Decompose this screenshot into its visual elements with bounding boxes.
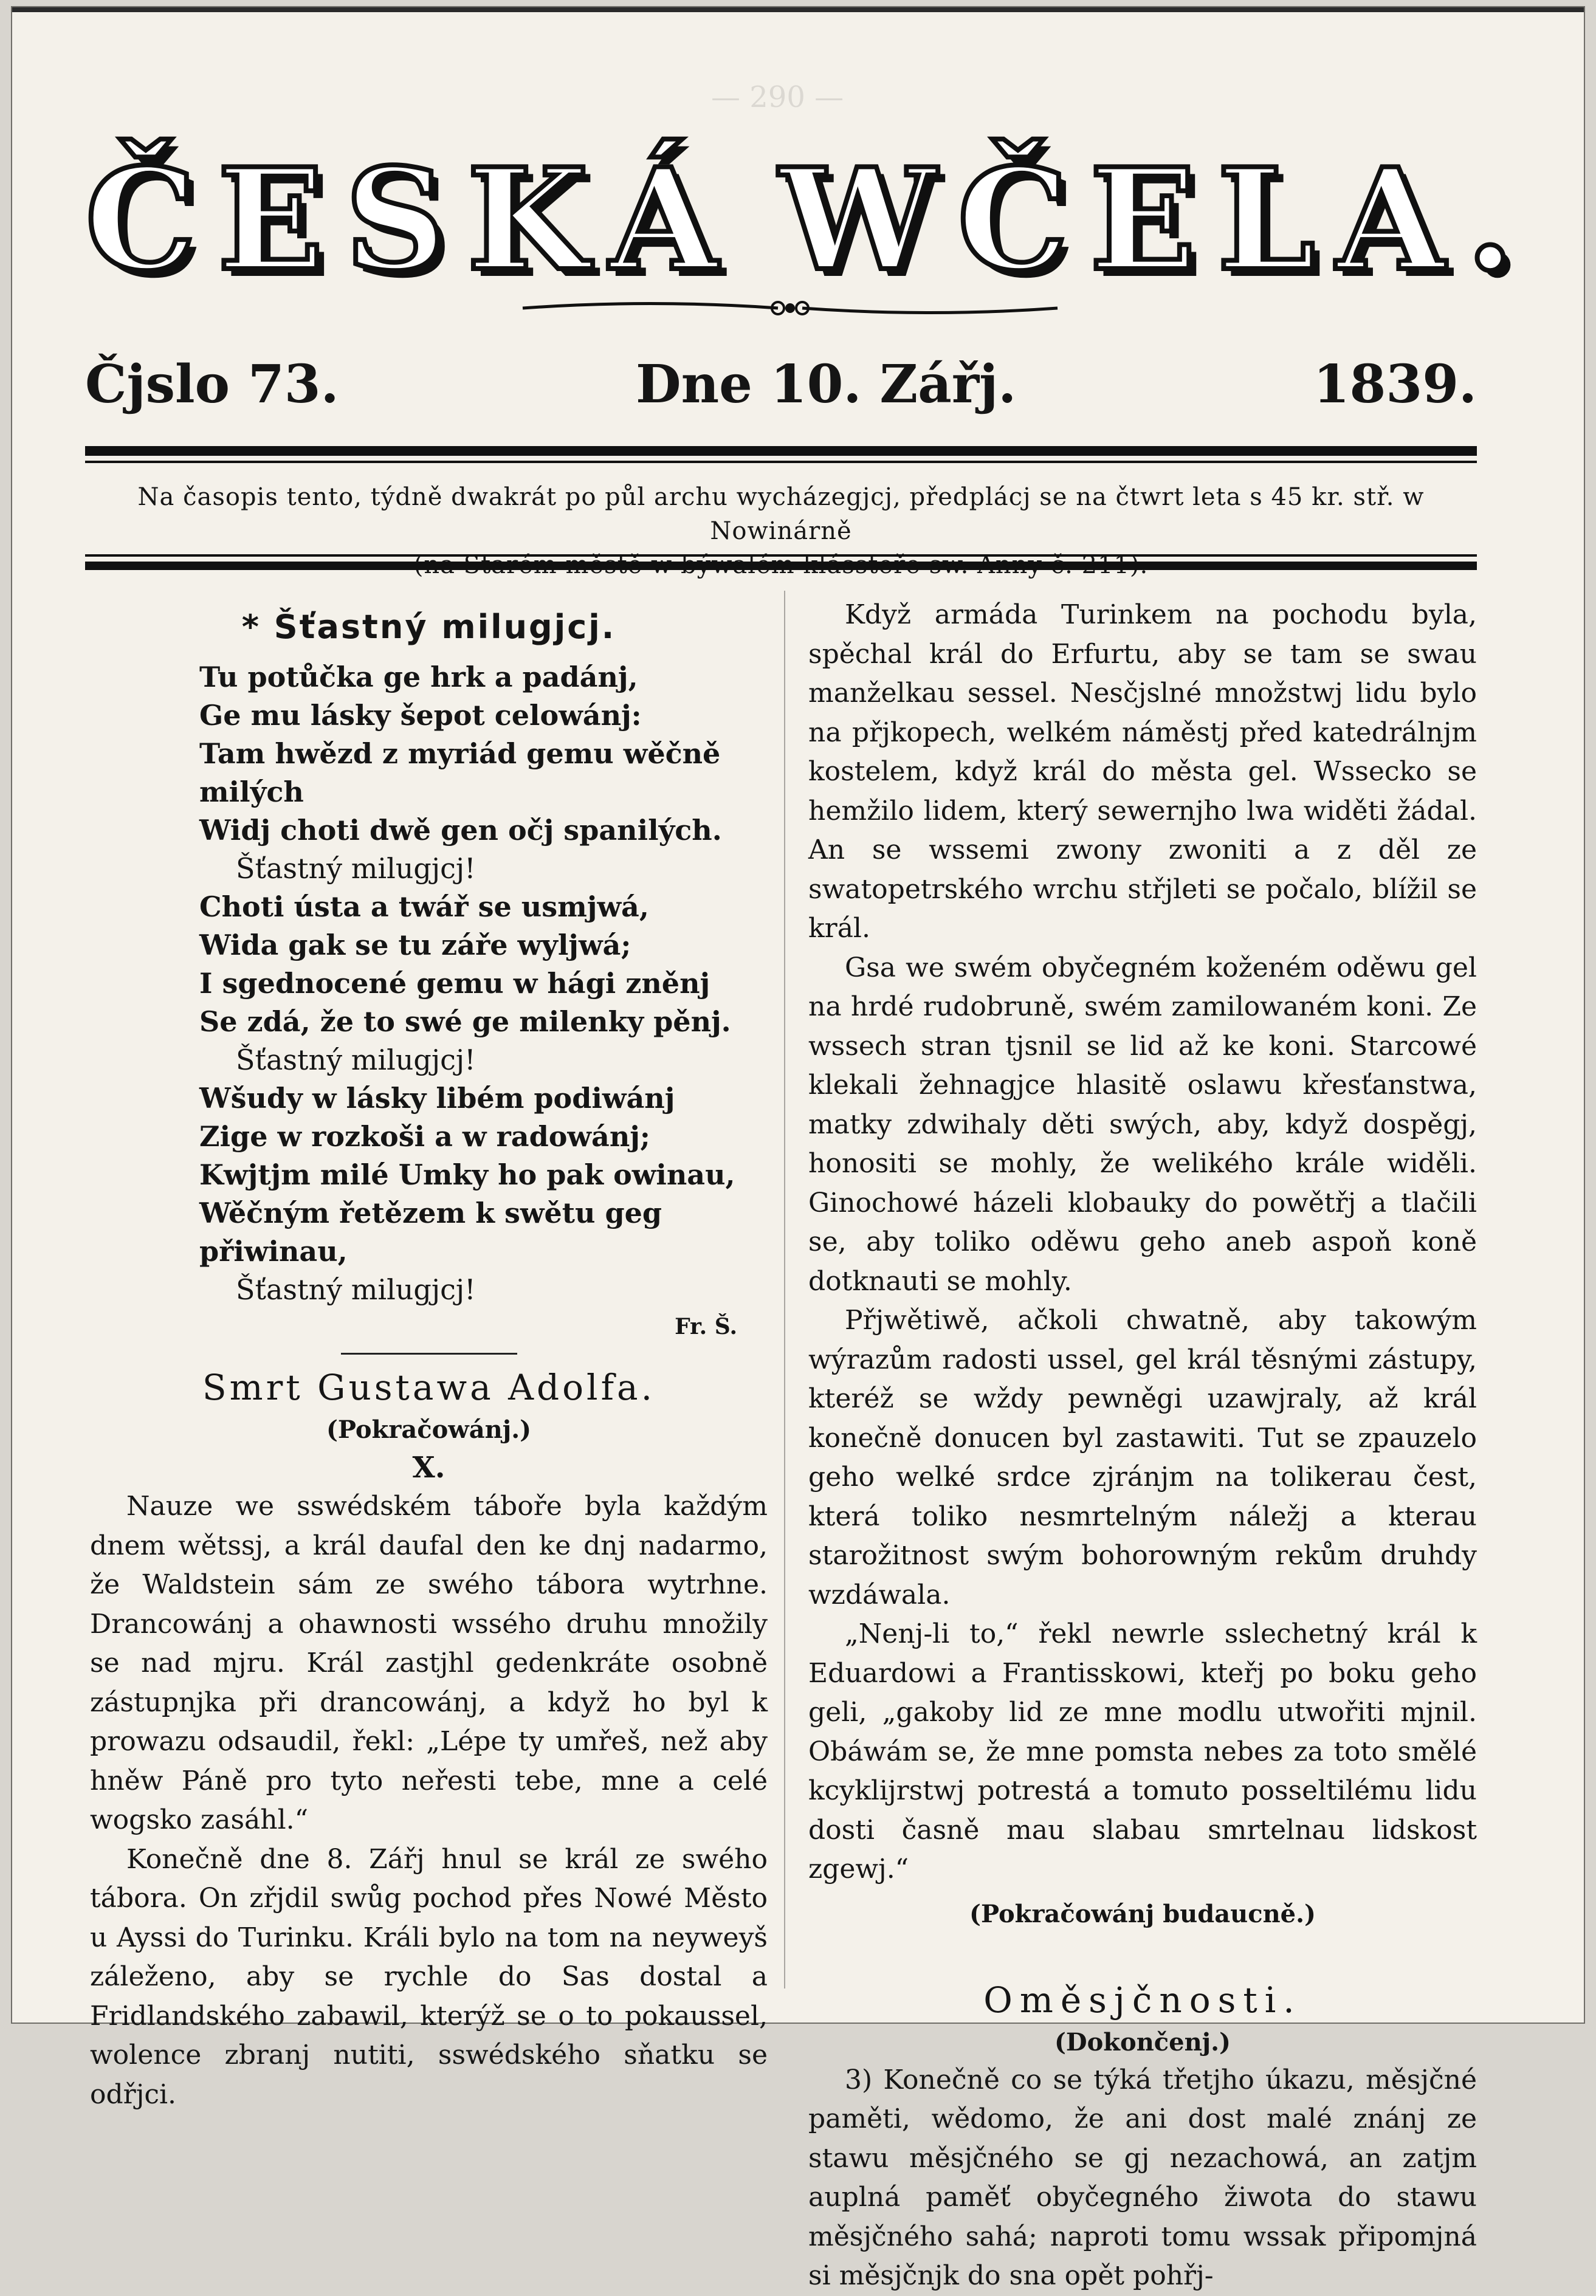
poem-line: Ge mu lásky šepot celowánj: [199, 698, 642, 732]
notice-rule-thin [85, 554, 1477, 557]
poem-line: Tu potůčka ge hrk a padánj, [199, 660, 638, 693]
masthead-letter: Č [957, 138, 1074, 302]
show-through-text: — 290 — [711, 80, 844, 114]
masthead-letter: . [1465, 138, 1519, 302]
article-paragraph: Konečně dne 8. Zářj hnul se král ze swého tábora. On zřjdil swůg pochod přes Nowé Město u Ayssi do Turinku. Králi bylo na tom na neyweyš záleženo, aby se rychle do Sas dostal a Fridlandského zabawil, kterýž se o to pokaussel, wolence zbranj nutiti, sswédského sňatku se odřjci. [90, 1843, 768, 2110]
poem-refrain: Šťastný milugjcj! [236, 1043, 476, 1076]
poem-line: Choti ústa a twář se usmjwá, [199, 890, 649, 923]
header-rule-thin [85, 461, 1477, 463]
poem-title: * Šťastný milugjcj. [241, 608, 616, 646]
newspaper-page [11, 6, 1585, 2291]
page-top-edge [12, 7, 1584, 12]
notice-rule-thick [85, 562, 1477, 570]
chapter-number: X. [412, 1451, 445, 1485]
masthead-letter: A [1336, 138, 1450, 302]
right-column [808, 596, 1477, 2296]
masthead-ornament [511, 296, 1070, 320]
poem-line: Zige w rozkoši a w radowánj; [199, 1119, 650, 1153]
section-separator [341, 1353, 517, 1355]
article-paragraph: Přjwětiwě, ačkoli chwatně, aby takowým wýrazům radosti ussel, gel král těsnými zástupy, kteréž se wždy pewněgi uzawjraly, až král konečně donucen byl zastawiti. Tut se zpauzelo geho welké srdce zjránjm na tolikerau čest, která toliko nesmrtelným náležj a kterau starožitnost swým bohorowným rekům druhdy wzdáwala. [808, 1305, 1477, 1610]
article-title: Smrt Gustawa Adolfa. [202, 1366, 656, 1408]
poem-line: Wida gak se tu záře wyljwá; [199, 928, 631, 961]
article-continued-future: (Pokračowánj budaucně.) [969, 1899, 1316, 1928]
poem-refrain: Šťastný milugjcj! [236, 851, 476, 885]
article-paragraph: Nauze we sswédském táboře byla každým dnem wětssj, a král daufal den ke dnj nadarmo, že Waldstein sám ze swého tábora wytrhne. Drancowánj a ohawnosti wssého druhu množily se nad mjru. Král zastjhl gedenkráte osobně zástupnjka při drancowánj, a když ho byl k prowazu odsaudil, řekl: „Lépe ty umřeš, než aby hněw Páně pro tyto neřesti tebe, mne a celé wogsko zasáhl.“ [90, 1491, 768, 1835]
masthead-letter: Č [85, 138, 202, 302]
masthead-letter: E [217, 138, 329, 302]
article-concluded-label: (Dokončenj.) [1054, 2027, 1231, 2057]
poem-line: Wšudy w lásky libém podiwánj [199, 1081, 675, 1115]
poem-line: I sgednocené gemu w hági zněnj [199, 966, 710, 1000]
article-paragraph: „Nenj-li to,“ řekl newrle sslechetný král k Eduardowi a Frantisskowi, kteřj po boku geho geli, „gakoby lid ze mne modlu utwořiti mjnil. Obáwám se, že mne pomsta nebes za toto smělé kcyklijrstwj potrestá a tomuto posseltilému lidu dosti časně mau slabau smrtelnau lidskost zgewj.“ [808, 1618, 1477, 1885]
poem-line: Wěčným řetězem k swětu geg přiwinau, [199, 1196, 662, 1268]
poem-signature: Fr. Š. [675, 1313, 737, 1339]
column-divider [784, 591, 785, 1988]
masthead-letter: S [345, 138, 451, 302]
article-continued-label: (Pokračowánj.) [326, 1415, 532, 1444]
article-title: Oměsjčnosti. [983, 1979, 1302, 2021]
notice-line-1: Na časopis tento, týdně dwakrát po půl archu wycházegjcj, předplácj se na čtwrt leta s 45 kr. stř. w Nowinárně [137, 483, 1425, 545]
poem-line: Tam hwězd z myriád gemu wěčně milých [199, 737, 721, 808]
issue-number: Čjslo 73. [85, 353, 339, 415]
masthead-title [85, 132, 1519, 308]
article-paragraph: 3) Konečně co se týká třetjho úkazu, měsjčné paměti, wědomo, že ani dost malé znánj ze stawu měsjčného se gj nezachowá, an zatjm auplná paměť obyčegného žiwota do stawu měsjčného sahá; naproti tomu wssak připomjná si měsjčnjk do sna opět pohřj- [808, 2064, 1477, 2291]
poem-line: Kwjtjm milé Umky ho pak owinau, [199, 1158, 735, 1191]
header-rule-thick [85, 446, 1477, 456]
poem-line: Widj choti dwě gen očj spanilých. [199, 813, 722, 847]
poem-refrain: Šťastný milugjcj! [236, 1273, 476, 1306]
issue-year: 1839. [1313, 353, 1477, 415]
article-paragraph: Gsa we swém obyčegném koženém oděwu gel na hrdé rudobruně, swém zamilowaném koni. Ze wssech stran tjsnil se lid až ke koni. Starcowé klekali žehnagjce hlasitě oslawu křesťanstwa, matky zdwihaly děti swých, aby, když dospěgj, honositi se mohly, že welikého krále widěli. Ginochowé házeli klobauky do powětřj a tlačili se, aby toliko oděwu geho aneb aspoň koně dotknauti se mohly. [808, 952, 1477, 1297]
masthead-letter: K [467, 138, 594, 302]
masthead-letter: Á [609, 138, 723, 302]
article-paragraph: Když armáda Turinkem na pochodu byla, spěchal král do Erfurtu, aby se tam se swau manželkau sessel. Nesčjslné množstwj lidu bylo na přjkopech, welkém náměstj před katedrálnjm kostelem, když král do města gel. Wssecko se hemžilo lidem, který sewernjho lwa widěti žádal. An se wssemi zwony zwoniti a z děl ze swatopetrského wrchu střjleti se počalo, blížil se král. [808, 599, 1477, 944]
issue-date: Dne 10. Zářj. [636, 353, 1017, 415]
issue-info-row [85, 348, 1477, 421]
masthead-letter: W [779, 138, 941, 302]
masthead-letter: E [1089, 138, 1202, 302]
poem-line: Se zdá, že to swé ge milenky pěnj. [199, 1005, 731, 1038]
poem-body [90, 658, 768, 1309]
left-column [90, 596, 768, 2114]
masthead-letter: L [1217, 138, 1321, 302]
